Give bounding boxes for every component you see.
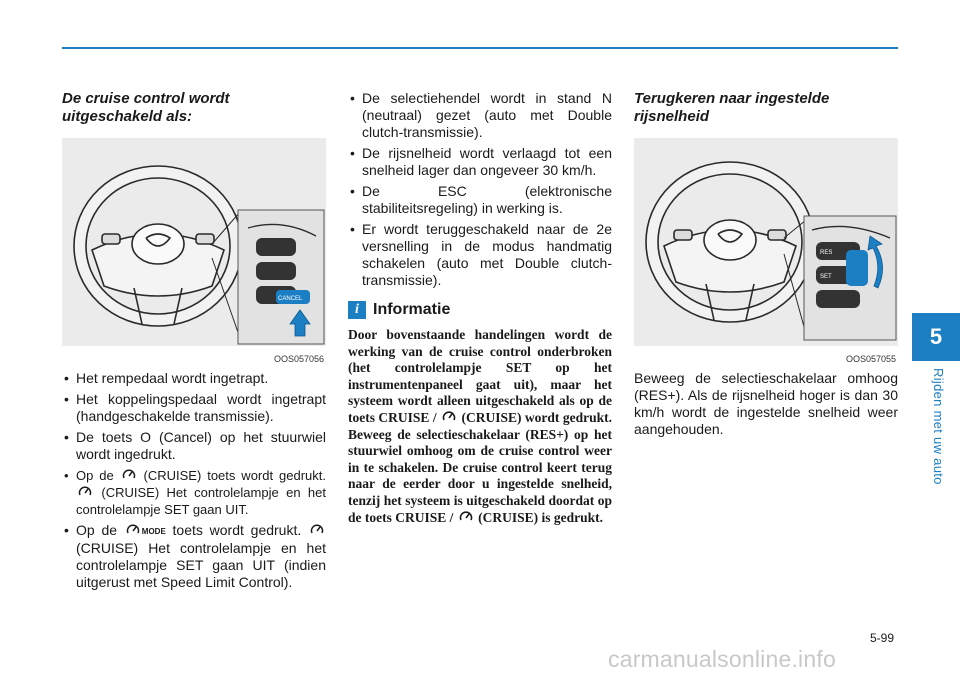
cruise-icon (78, 485, 92, 499)
watermark: carmanualsonline.info (608, 646, 836, 672)
figure-code: OOS057056 (273, 354, 324, 364)
cancel-conditions-list (62, 370, 326, 591)
cancel-conditions-list-continued (348, 90, 612, 289)
res-label: RES (820, 250, 833, 256)
list-item: • De toets O (Cancel) op het stuurwiel wordt ingedrukt. (62, 429, 326, 463)
steering-wheel-illustration (62, 138, 326, 346)
info-icon: i (348, 301, 366, 319)
list-item: • De ESC (elektronische stabiliteitsregeling) in werking is. (348, 183, 612, 217)
right-column (634, 90, 898, 438)
list-item: • Het koppelingspedaal wordt ingetrapt (handgeschakelde transmissie). (62, 391, 326, 425)
cruise-icon (310, 523, 324, 537)
figure-steering-wheel-cancel (62, 138, 326, 364)
set-label: SET (820, 274, 832, 280)
figure-code: OOS057055 (845, 354, 896, 364)
header-rule (62, 47, 898, 49)
steering-wheel-illustration (634, 138, 898, 346)
list-item: • Er wordt teruggeschakeld naar de 2e versnelling in de modus handmatig schakelen (auto met Double clutch-transmissie). (348, 221, 612, 289)
cruise-icon (122, 468, 136, 482)
info-box-header (348, 301, 612, 319)
info-title: Informatie (373, 301, 451, 318)
chapter-number-tab[interactable]: 5 (912, 313, 960, 361)
resume-instructions: Beweeg de selectieschakelaar omhoog (RES+). Als de rijsnelheid hoger is dan 30 km/h wordt de ingestelde snelheid weer aangehouden. (634, 370, 898, 437)
info-text: Door bovenstaande handelingen wordt de werking van de cruise control onderbroken (het controlelampje SET op het instrumentenpaneel gaat uit), maar het systeem wordt alleen uitgeschakeld als op de toets CRUISE / (CRUISE) wordt gedrukt. Beweeg de selectieschakelaar (RES+) op het stuurwiel omhoog om de cruise control weer in te schakelen. De cruise control keert terug naar de eerder door u ingestelde snelheid, tenzij het systeem is uitgeschakeld doordat op de toets CRUISE / (CRUISE) is gedrukt. (348, 327, 612, 525)
list-item: • Op de MODE toets wordt gedrukt. (CRUISE) Het controlelampje en het controlelampje SET gaan UIT (indien uitgerust met Speed Limit Control). (62, 522, 326, 591)
cruise-icon (442, 410, 456, 424)
section-heading-resume: Terugkeren naar ingestelde rijsnelheid (634, 90, 830, 125)
cruise-icon (459, 510, 473, 524)
mode-label: MODE (141, 527, 166, 536)
list-item: • De rijsnelheid wordt verlaagd tot een snelheid lager dan ongeveer 30 km/h. (348, 145, 612, 179)
cancel-label: CANCEL (278, 296, 303, 302)
page-number: 5-99 (870, 631, 895, 645)
list-item: • Op de (CRUISE) toets wordt gedrukt. (CRUISE) Het controlelampje en het controlelampje SET gaan UIT. (62, 467, 326, 518)
chapter-title: Rijden met uw auto (931, 368, 946, 485)
section-heading-cruise-off: De cruise control wordt uitgeschakeld als: (62, 90, 230, 125)
cruise-icon (126, 523, 140, 537)
list-item: • De selectiehendel wordt in stand N (neutraal) gezet (auto met Double clutch-transmissie). (348, 90, 612, 141)
figure-steering-wheel-resume (634, 138, 898, 364)
left-column (62, 90, 326, 595)
list-item: • Het rempedaal wordt ingetrapt. (62, 370, 326, 387)
middle-column (348, 90, 612, 526)
